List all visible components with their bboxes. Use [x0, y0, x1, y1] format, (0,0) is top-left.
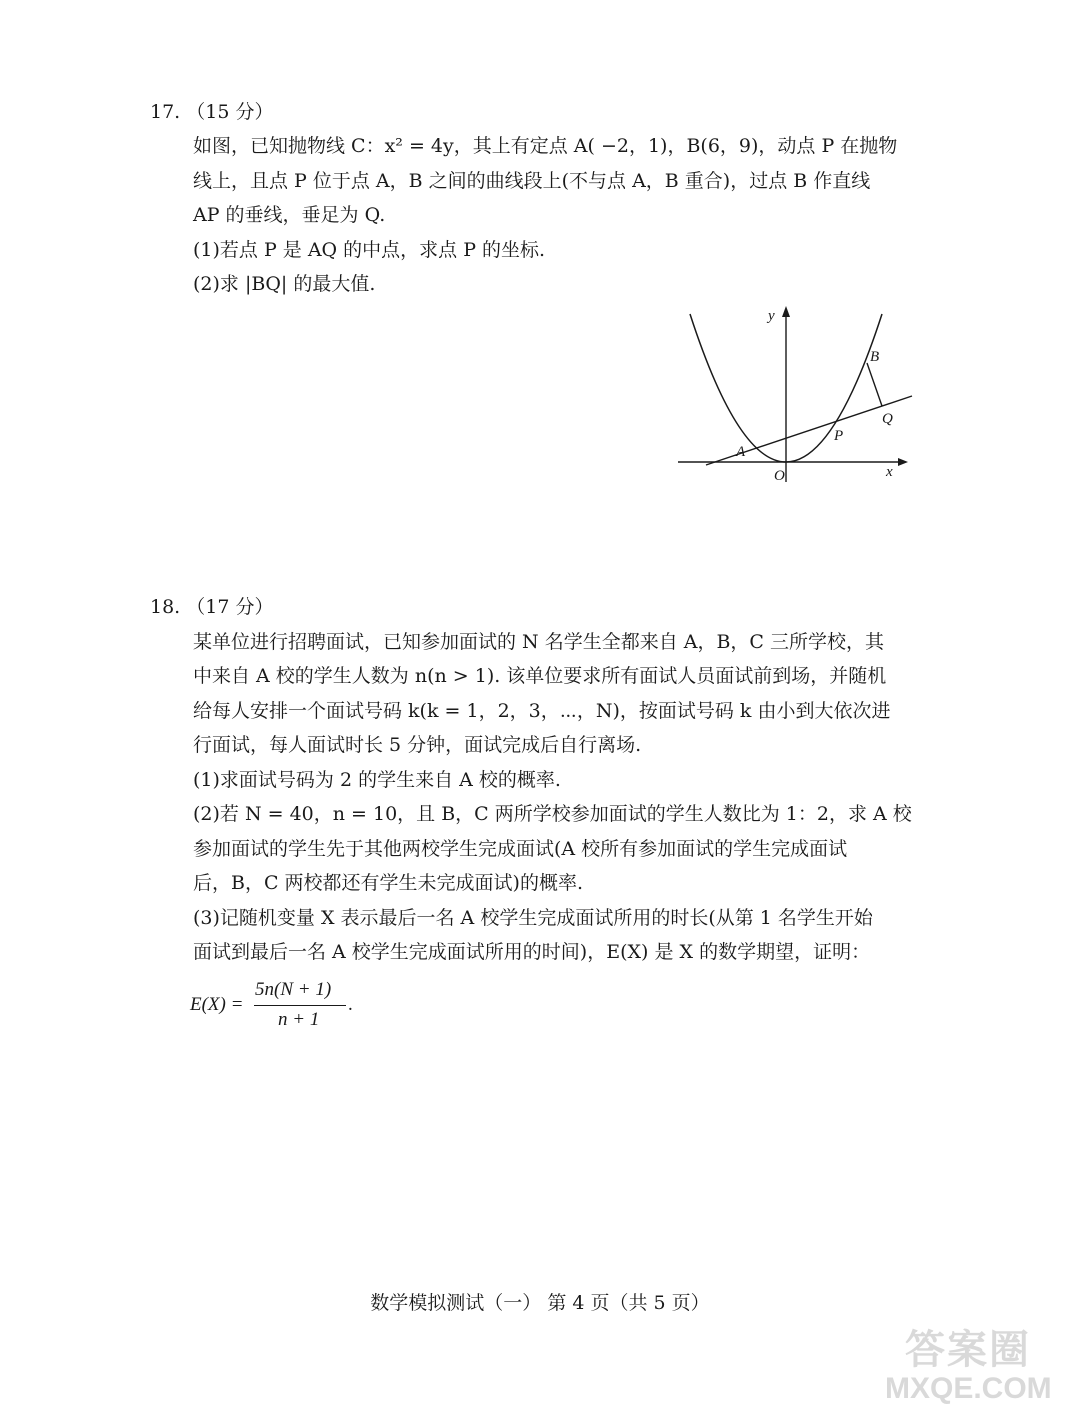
formula-period: .	[348, 994, 353, 1015]
q18-part-2-line-1: (2)若 N = 40，n = 10，且 B，C 两所学校参加面试的学生人数比为 1：2，求 A 校	[193, 803, 912, 825]
q17-part-1: (1)若点 P 是 AQ 的中点，求点 P 的坐标.	[193, 239, 546, 261]
formula-denominator: n + 1	[278, 1009, 320, 1030]
segment-bq	[867, 363, 882, 406]
label-y: y	[768, 308, 775, 324]
q18-line-2: 中来自 A 校的学生人数为 n(n > 1). 该单位要求所有面试人员面试前到场，并随机	[193, 665, 887, 687]
label-x: x	[886, 464, 893, 480]
q18-part-1: (1)求面试号码为 2 的学生来自 A 校的概率.	[193, 769, 561, 791]
y-axis-arrow	[782, 306, 790, 317]
formula-lhs: E(X) =	[190, 994, 244, 1015]
q18-part-2-line-3: 后，B，C 两校都还有学生未完成面试)的概率.	[193, 872, 583, 894]
q17-line-2: 线上，且点 P 位于点 A，B 之间的曲线段上(不与点 A，B 重合)，过点 B 作直线	[193, 170, 871, 192]
label-a: A	[736, 444, 746, 460]
formula-numerator: 5n(N + 1)	[255, 979, 332, 1000]
q18-line-3: 给每人安排一个面试号码 k(k = 1，2，3，⋯，N)，按面试号码 k 由小到大依次进	[193, 700, 891, 722]
q17-header: 17. （15 分）	[150, 101, 274, 123]
q18-line-1: 某单位进行招聘面试，已知参加面试的 N 名学生全都来自 A，B，C 三所学校，其	[193, 631, 885, 653]
x-axis-arrow	[898, 458, 908, 466]
q17-line-1: 如图，已知抛物线 C：x² = 4y，其上有定点 A( −2，1)，B(6，9)，动点 P 在抛物	[193, 135, 898, 157]
label-p: P	[834, 428, 844, 444]
label-q: Q	[882, 411, 893, 427]
q18-line-4: 行面试，每人面试时长 5 分钟，面试完成后自行离场.	[193, 734, 642, 756]
q18-part-3-line-1: (3)记随机变量 X 表示最后一名 A 校学生完成面试所用的时长(从第 1 名学生开始	[193, 907, 873, 929]
fraction-bar	[254, 1005, 346, 1006]
page-footer: 数学模拟测试（一） 第 4 页（共 5 页）	[370, 1292, 710, 1314]
watermark-site: MXQE.COM	[885, 1372, 1052, 1405]
label-b: B	[870, 349, 880, 365]
q18-header: 18. （17 分）	[150, 596, 274, 618]
q17-line-3: AP 的垂线，垂足为 Q.	[193, 204, 386, 226]
q18-part-2-line-2: 参加面试的学生先于其他两校学生完成面试(A 校所有参加面试的学生完成面试	[193, 838, 848, 860]
q17-part-2: (2)求 |BQ| 的最大值.	[193, 273, 376, 295]
label-origin: O	[774, 468, 785, 484]
q18-part-3-line-2: 面试到最后一名 A 校学生完成面试所用的时间)，E(X) 是 X 的数学期望，证明：	[193, 941, 871, 963]
parabola-figure	[672, 300, 922, 490]
watermark-logo: 答案圈	[905, 1328, 1031, 1372]
q18-formula	[190, 975, 390, 1045]
